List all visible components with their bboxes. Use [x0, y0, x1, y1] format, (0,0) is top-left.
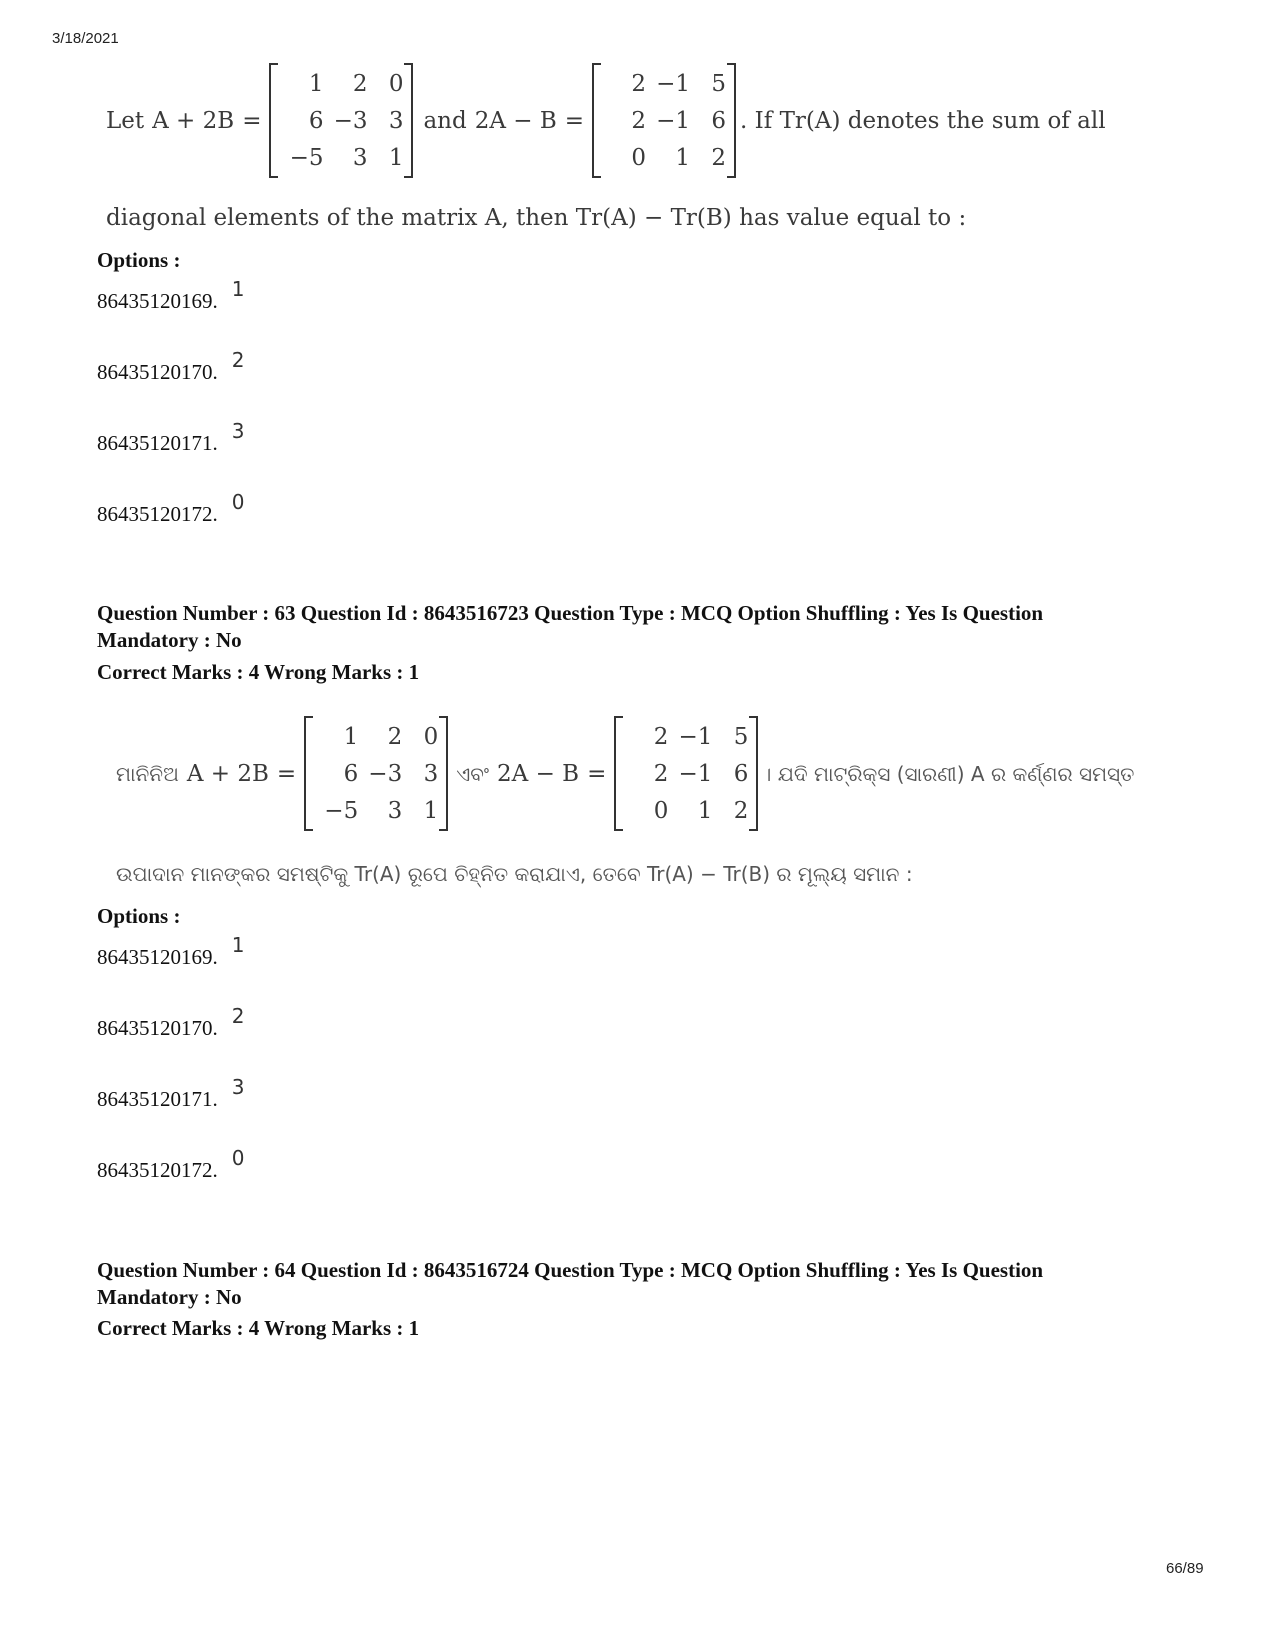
matrix-cell: 2	[653, 760, 669, 787]
q62-option[interactable]	[97, 419, 245, 456]
option-id: 86435120171.	[97, 431, 218, 455]
q62-lhs2: 2A − B	[474, 107, 557, 134]
matrix-row	[602, 102, 726, 139]
matrix-row	[624, 718, 748, 755]
q62-option[interactable]	[97, 348, 245, 385]
matrix-row	[602, 65, 726, 102]
q62-matrix1	[269, 63, 413, 178]
q62-let: Let	[106, 107, 145, 134]
matrix-cell: 2	[387, 723, 403, 750]
matrix-row	[314, 755, 438, 792]
q63-stem-line2: ଉପାଦାନ ମାନଙ୍କର ସମଷ୍ଟିକୁ Tr(A) ରୂପେ ଚିହ୍ନିତ କରାଯାଏ, ତେବେ Tr(A) − Tr(B) ର ମୂଲ୍ୟ ସମାନ :	[116, 862, 913, 886]
q63-matrix2	[614, 716, 758, 831]
option-value: 0	[231, 490, 245, 514]
q62-stem-line2: diagonal elements of the matrix A, then Tr(A) − Tr(B) has value equal to :	[106, 205, 967, 231]
matrix-cell: 6	[711, 107, 727, 134]
q63-lhs2: 2A − B	[497, 760, 580, 787]
option-id: 86435120171.	[97, 1087, 218, 1111]
q63-equals1: =	[276, 760, 297, 787]
q62-matrix2	[592, 63, 736, 178]
matrix-cell: 5	[711, 70, 727, 97]
q62-equation	[106, 63, 1106, 178]
matrix-cell: 2	[653, 723, 669, 750]
page-number: 66/89	[1166, 1560, 1204, 1577]
option-value: 2	[231, 348, 245, 372]
matrix-row	[279, 65, 403, 102]
q62-equals1: =	[242, 107, 262, 134]
matrix-cell: −1	[656, 107, 691, 134]
matrix-cell: 1	[697, 797, 713, 824]
q62-equals2: =	[564, 107, 585, 134]
matrix-cell: 6	[343, 760, 359, 787]
matrix-cell: 6	[308, 107, 324, 134]
matrix-cell: −5	[324, 797, 359, 824]
q64-header: Question Number : 64 Question Id : 8643516724 Question Type : MCQ Option Shuffling : Yes Is Question Mandatory : No	[97, 1258, 1044, 1309]
option-value: 1	[231, 933, 245, 957]
q62-and: and	[423, 107, 467, 134]
q63-option[interactable]	[97, 1004, 245, 1041]
matrix-cell: −3	[333, 107, 368, 134]
matrix-cell: −1	[656, 70, 691, 97]
option-id: 86435120172.	[97, 502, 218, 526]
matrix-cell: 1	[423, 797, 439, 824]
q63-option[interactable]	[97, 933, 245, 970]
option-id: 86435120170.	[97, 360, 218, 384]
matrix-cell: 6	[733, 760, 749, 787]
option-id: 86435120169.	[97, 945, 218, 969]
option-value: 2	[231, 1004, 245, 1028]
matrix-cell: 3	[387, 797, 403, 824]
q63-let: ମାନିନିଅ	[116, 761, 179, 786]
option-id: 86435120170.	[97, 1016, 218, 1040]
matrix-cell: 0	[423, 723, 439, 750]
q62-option[interactable]	[97, 277, 245, 314]
q63-equals2: =	[587, 760, 607, 787]
matrix-cell: 2	[631, 107, 647, 134]
q63-marks: Correct Marks : 4 Wrong Marks : 1	[97, 660, 420, 684]
matrix-cell: 5	[733, 723, 749, 750]
matrix-row	[279, 139, 403, 176]
matrix-cell: 1	[388, 144, 404, 171]
option-value: 3	[231, 419, 245, 443]
matrix-cell: −1	[678, 760, 713, 787]
matrix-cell: 1	[308, 70, 324, 97]
matrix-cell: 0	[388, 70, 404, 97]
matrix-cell: 1	[675, 144, 691, 171]
q63-options-label: Options :	[97, 904, 181, 928]
q62-options-label: Options :	[97, 248, 181, 272]
q63-stem-tail: । ଯଦି ମାଟ୍ରିକ୍ସ (ସାରଣୀ) A ର କର୍ଣ୍ଣର ସମସ୍ତ	[762, 761, 1135, 786]
matrix-cell: 2	[631, 70, 647, 97]
option-value: 0	[231, 1146, 245, 1170]
matrix-cell: 1	[343, 723, 359, 750]
matrix-cell: 0	[653, 797, 669, 824]
matrix-cell: 3	[388, 107, 404, 134]
matrix-row	[314, 792, 438, 829]
q63-matrix1	[304, 716, 448, 831]
q64-marks: Correct Marks : 4 Wrong Marks : 1	[97, 1316, 420, 1340]
matrix-row	[624, 755, 748, 792]
q62-option[interactable]	[97, 490, 245, 527]
matrix-cell: 2	[733, 797, 749, 824]
matrix-row	[624, 792, 748, 829]
matrix-cell: 2	[711, 144, 727, 171]
matrix-cell: 0	[631, 144, 647, 171]
q63-header: Question Number : 63 Question Id : 8643516723 Question Type : MCQ Option Shuffling : Yes Is Question Mandatory : No	[97, 601, 1044, 652]
q63-option[interactable]	[97, 1146, 245, 1183]
q63-equation	[116, 716, 1134, 831]
matrix-row	[279, 102, 403, 139]
matrix-row	[314, 718, 438, 755]
matrix-cell: 2	[352, 70, 368, 97]
matrix-cell: 3	[352, 144, 368, 171]
option-value: 3	[231, 1075, 245, 1099]
q63-and: ଏବଂ	[456, 761, 490, 786]
q63-option[interactable]	[97, 1075, 245, 1112]
matrix-cell: −1	[678, 723, 713, 750]
matrix-cell: 3	[423, 760, 439, 787]
print-date: 3/18/2021	[52, 30, 119, 47]
option-value: 1	[231, 277, 245, 301]
matrix-row	[602, 139, 726, 176]
option-id: 86435120172.	[97, 1158, 218, 1182]
q63-lhs1: A + 2B	[186, 760, 269, 787]
matrix-cell: −3	[368, 760, 403, 787]
option-id: 86435120169.	[97, 289, 218, 313]
matrix-cell: −5	[289, 144, 324, 171]
q62-stem-tail: . If Tr(A) denotes the sum of all	[740, 107, 1106, 134]
q62-lhs1: A + 2B	[152, 107, 235, 134]
